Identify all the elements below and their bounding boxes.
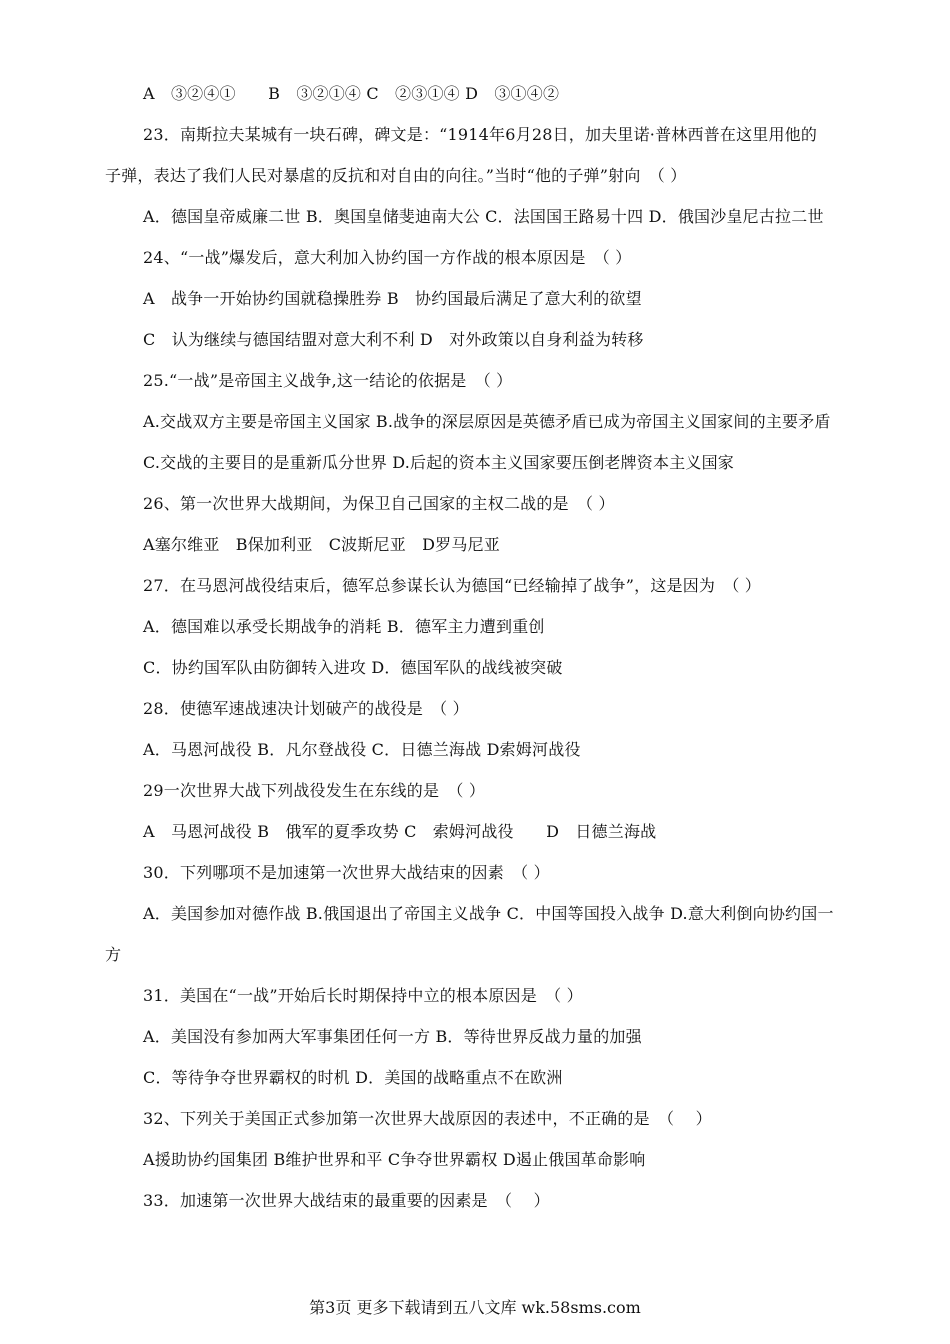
q31-options-cd: C．等待争夺世界霸权的时机 D．美国的战略重点不在欧洲 [143, 1068, 563, 1087]
page-footer: 第3页 更多下载请到五八文库 wk.58sms.com [309, 1298, 641, 1317]
q30-stem: 30．下列哪项不是加速第一次世界大战结束的因素 （ ） [143, 863, 550, 882]
q30-options-line2: 方 [105, 945, 122, 964]
q31-options-ab: A．美国没有参加两大军事集团任何一方 B．等待世界反战力量的加强 [143, 1027, 642, 1046]
q28-options: A．马恩河战役 B．凡尔登战役 C．日德兰海战 D索姆河战役 [143, 740, 581, 759]
q27-options-cd: C．协约国军队由防御转入进攻 D．德国军队的战线被突破 [143, 658, 563, 677]
q23-stem-line1: 23．南斯拉夫某城有一块石碑，碑文是：“1914年6月28日，加夫里诺·普林西普在这里用他的 [143, 125, 818, 144]
q24-stem: 24、“一战”爆发后，意大利加入协约国一方作战的根本原因是 （ ） [143, 248, 632, 267]
q29-options: A 马恩河战役 B 俄军的夏季攻势 C 索姆河战役 D 日德兰海战 [143, 822, 657, 841]
q23-options: A．德国皇帝威廉二世 B．奥国皇储斐迪南大公 C．法国国王路易十四 D．俄国沙皇尼古拉二世 [143, 207, 824, 226]
q22-options: A ③②④① B ③②①④ C ②③①④ D ③①④② [143, 84, 560, 103]
q31-stem: 31．美国在“一战”开始后长时期保持中立的根本原因是 （ ） [143, 986, 583, 1005]
q27-options-ab: A．德国难以承受长期战争的消耗 B．德军主力遭到重创 [143, 617, 545, 636]
q26-stem: 26、第一次世界大战期间，为保卫自己国家的主权二战的是 （ ） [143, 494, 615, 513]
q25-options-ab: A.交战双方主要是帝国主义国家 B.战争的深层原因是英德矛盾已成为帝国主义国家间的主要矛盾 [143, 412, 831, 431]
q27-stem: 27．在马恩河战役结束后，德军总参谋长认为德国“已经输掉了战争”，这是因为 （ ） [143, 576, 762, 595]
q29-stem: 29一次世界大战下列战役发生在东线的是 （ ） [143, 781, 486, 800]
q28-stem: 28．使德军速战速决计划破产的战役是 （ ） [143, 699, 469, 718]
q33-stem: 33．加速第一次世界大战结束的最重要的因素是 （ ） [143, 1191, 550, 1210]
q25-stem: 25.“一战”是帝国主义战争,这一结论的依据是 （ ） [143, 371, 513, 390]
q32-options: A援助协约国集团 B维护世界和平 C争夺世界霸权 D遏止俄国革命影响 [143, 1150, 646, 1169]
q23-stem-line2: 子弹，表达了我们人民对暴虐的反抗和对自由的向往。”当时“他的子弹”射向 （ ） [105, 166, 687, 185]
q32-stem: 32、下列关于美国正式参加第一次世界大战原因的表述中，不正确的是 （ ） [143, 1109, 712, 1128]
q25-options-cd: C.交战的主要目的是重新瓜分世界 D.后起的资本主义国家要压倒老牌资本主义国家 [143, 453, 734, 472]
q26-options: A塞尔维亚 B保加利亚 C波斯尼亚 D罗马尼亚 [143, 535, 500, 554]
q24-options-ab: A 战争一开始协约国就稳操胜券 B 协约国最后满足了意大利的欲望 [143, 289, 642, 308]
q30-options-line1: A．美国参加对德作战 B.俄国退出了帝国主义战争 C．中国等国投入战争 D.意大利倒向协约国一 [143, 904, 834, 923]
q24-options-cd: C 认为继续与德国结盟对意大利不利 D 对外政策以自身利益为转移 [143, 330, 644, 349]
